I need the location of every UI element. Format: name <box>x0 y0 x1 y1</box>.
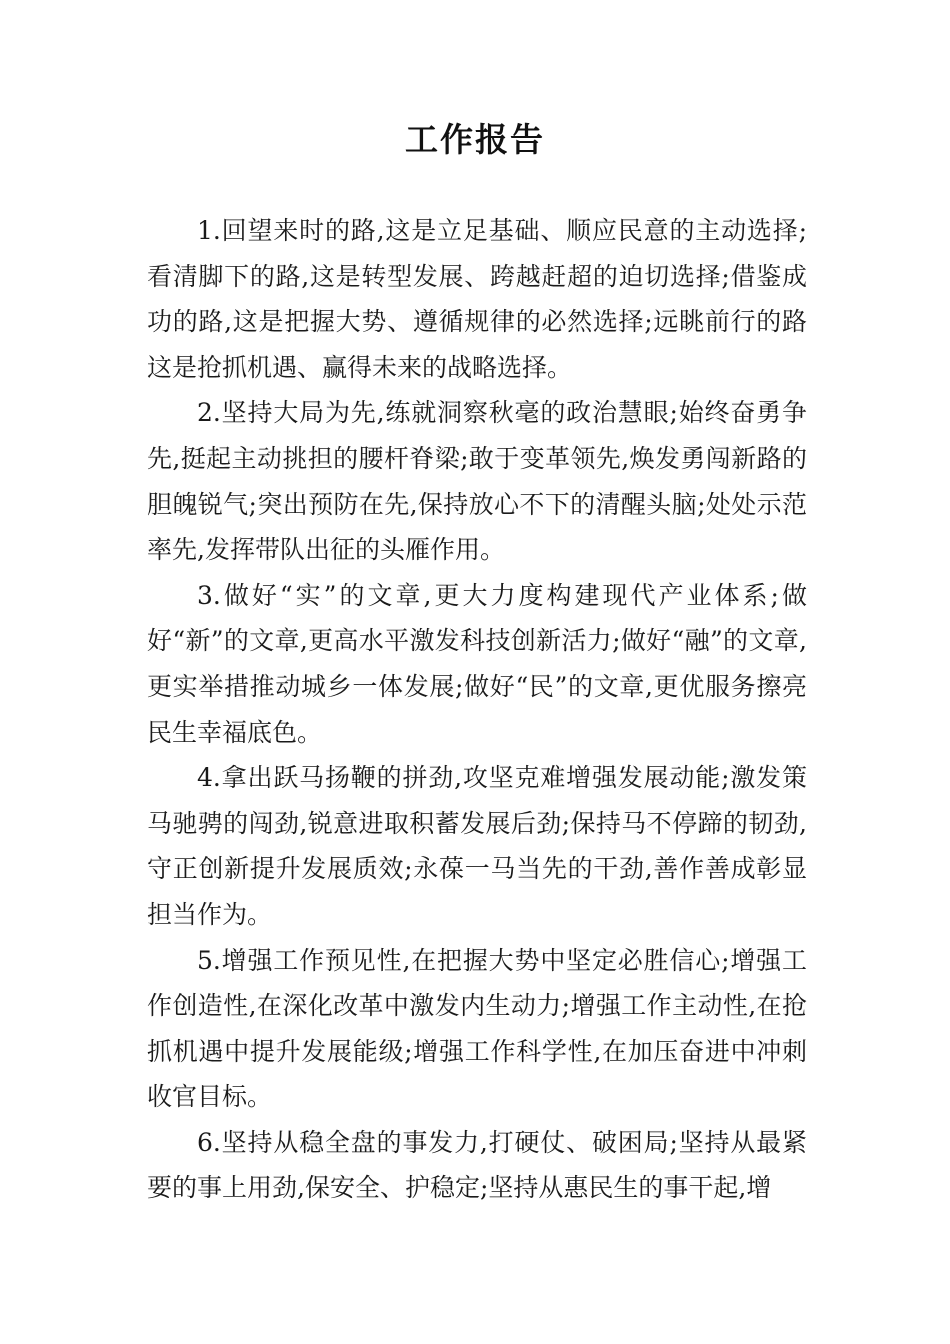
paragraph-4: 4.拿出跃马扬鞭的拼劲,攻坚克难增强发展动能;激发策马驰骋的闯劲,锐意进取积蓄发展后劲;保持马不停蹄的韧劲,守正创新提升发展质效;永葆一马当先的干劲,善作善成彰显担当作为。 <box>147 763 807 929</box>
paragraph-1: 1.回望来时的路,这是立足基础、顺应民意的主动选择;看清脚下的路,这是转型发展、跨越赶超的迫切选择;借鉴成功的路,这是把握大势、遵循规律的必然选择;远眺前行的路这是抢抓机遇、赢得未来的战略选择。 <box>147 216 807 382</box>
document-title: 工作报告 <box>405 120 545 159</box>
paragraph-6: 6.坚持从稳全盘的事发力,打硬仗、破困局;坚持从最紧要的事上用劲,保安全、护稳定;坚持从惠民生的事干起,增 <box>147 1127 807 1203</box>
paragraph-3: 3.做好“实”的文章,更大力度构建现代产业体系;做好“新”的文章,更高水平激发科技创新活力;做好“融”的文章,更实举措推动城乡一体发展;做好“民”的文章,更优服务擦亮民生幸福底色。 <box>147 580 807 747</box>
paragraph-5: 5.增强工作预见性,在把握大势中坚定必胜信心;增强工作创造性,在深化改革中激发内生动力;增强工作主动性,在抢抓机遇中提升发展能级;增强工作科学性,在加压奋进中冲刺收官目标。 <box>147 945 807 1112</box>
paragraph-2: 2.坚持大局为先,练就洞察秋毫的政治慧眼;始终奋勇争先,挺起主动挑担的腰杆脊梁;敢于变革领先,焕发勇闯新路的胆魄锐气;突出预防在先,保持放心不下的清醒头脑;处处示范率先,发挥带队出征的头雁作用。 <box>147 398 807 565</box>
document-body <box>147 208 807 1211</box>
